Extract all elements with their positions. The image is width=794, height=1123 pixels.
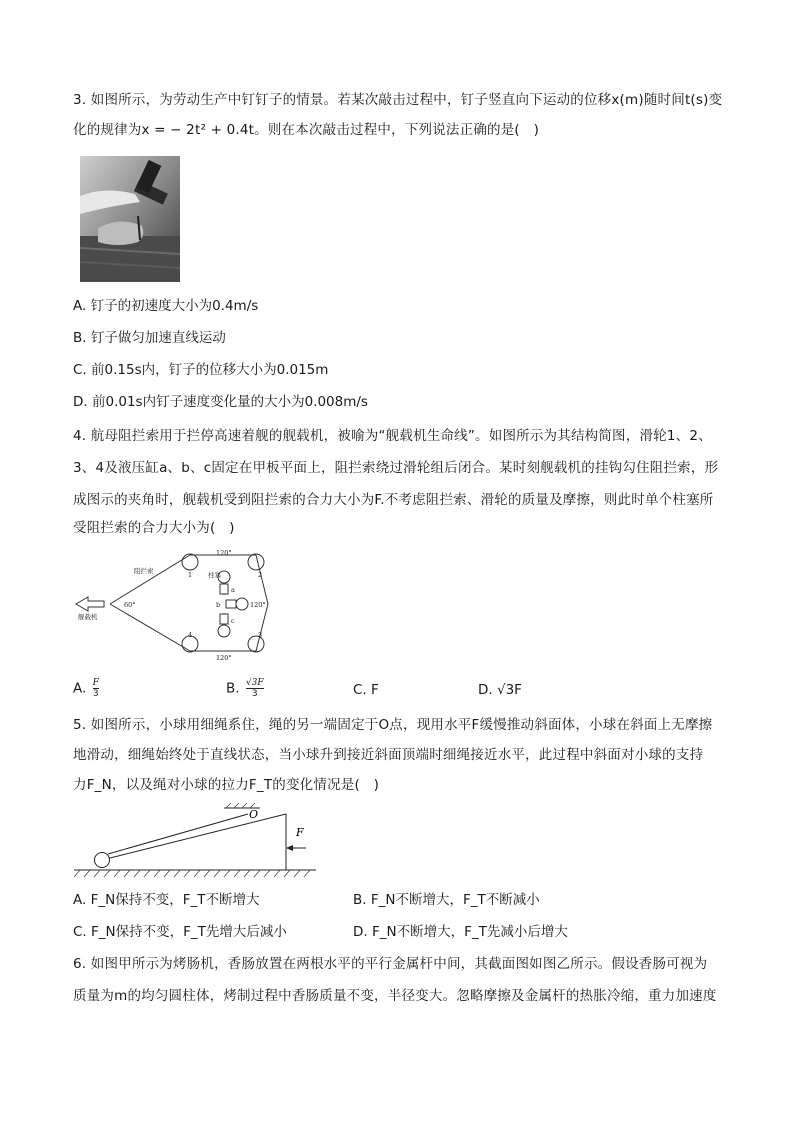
angle-bottom: 120°	[216, 654, 232, 662]
label-F: F	[296, 826, 304, 839]
label-O: O	[249, 808, 259, 821]
cylinder-b: b	[216, 601, 221, 609]
q5-option-b: B. F_N不断增大，F_T不断减小	[353, 892, 540, 908]
angle-left: 60°	[124, 601, 136, 609]
pulley-3: 3	[258, 631, 263, 639]
q4-option-a: A. $\frac{F}{3}$	[73, 678, 99, 699]
label-cable: 阻拦索	[134, 567, 154, 575]
q4-stem-line3: 成图示的夹角时，舰载机受到阻拦索的合力大小为F.不考虑阻拦索、滑轮的质量及摩擦，则此时单个柱塞所	[73, 492, 714, 508]
angle-top: 120°	[216, 549, 232, 557]
pulley-2: 2	[258, 571, 263, 579]
hammer-nail-photo	[80, 156, 180, 282]
q5-stem-line1: 5. 如图所示，小球用细绳系住，绳的另一端固定于O点，现用水平F缓慢推动斜面体，小球在斜面上无摩擦	[73, 717, 713, 733]
q5-option-a: A. F_N保持不变，F_T不断增大	[73, 892, 260, 908]
q5-stem-line3: 力F_N，以及绳对小球的拉力F_T的变化情况是( )	[73, 777, 380, 793]
angle-right: 120°	[250, 601, 266, 609]
arresting-cable-diagram	[74, 547, 274, 663]
q5-stem-line2: 地滑动，细绳始终处于直线状态，当小球升到接近斜面顶端时细绳接近水平，此过程中斜面对小球的支持	[73, 747, 704, 763]
q4-stem-line4: 受阻拦索的合力大小为( )	[73, 520, 235, 536]
q4-option-d: D. √3F	[478, 682, 522, 698]
label-piston: 柱塞	[208, 571, 221, 579]
pulley-1: 1	[188, 571, 193, 579]
q5-option-c: C. F_N保持不变，F_T先增大后减小	[73, 924, 287, 940]
q4-stem-line1: 4. 航母阻拦索用于拦停高速着舰的舰载机，被喻为“舰载机生命线”。如图所示为其结构简图，滑轮1、2、	[73, 428, 712, 444]
q6-stem-line2: 质量为m的均匀圆柱体，烤制过程中香肠质量不变，半径变大。忽略摩擦及金属杆的热胀冷缩，重力加速度	[73, 988, 717, 1004]
incline-ball-diagram	[74, 802, 320, 882]
q3-option-b: B. 钉子做匀加速直线运动	[73, 330, 226, 346]
q3-stem-line1: 3. 如图所示，为劳动生产中钉钉子的情景。若某次敲击过程中，钉子竖直向下运动的位移x(m)随时间t(s)变	[73, 92, 723, 108]
q4-option-b: B. $\frac{√3F}{3}$	[226, 678, 264, 699]
label-plane: 舰载机	[78, 613, 98, 621]
q3-stem-line2: 化的规律为x = − 2t² + 0.4t。则在本次敲击过程中，下列说法正确的是( )	[73, 122, 540, 138]
q3-option-c: C. 前0.15s内，钉子的位移大小为0.015m	[73, 362, 329, 378]
q4-stem-line2: 3、4及液压缸a、b、c固定在甲板平面上，阻拦索绕过滑轮组后闭合。某时刻舰载机的挂钩勾住阻拦索，形	[73, 460, 719, 476]
pulley-4: 4	[188, 631, 193, 639]
q4-option-c: C. F	[353, 682, 379, 698]
q3-option-a: A. 钉子的初速度大小为0.4m/s	[73, 298, 259, 314]
cylinder-a: a	[231, 586, 235, 594]
q3-option-d: D. 前0.01s内钉子速度变化量的大小为0.008m/s	[73, 394, 368, 410]
cylinder-c: c	[231, 617, 235, 625]
q5-option-d: D. F_N不断增大，F_T先减小后增大	[353, 924, 568, 940]
q6-stem-line1: 6. 如图甲所示为烤肠机，香肠放置在两根水平的平行金属杆中间，其截面图如图乙所示。假设香肠可视为	[73, 956, 708, 972]
